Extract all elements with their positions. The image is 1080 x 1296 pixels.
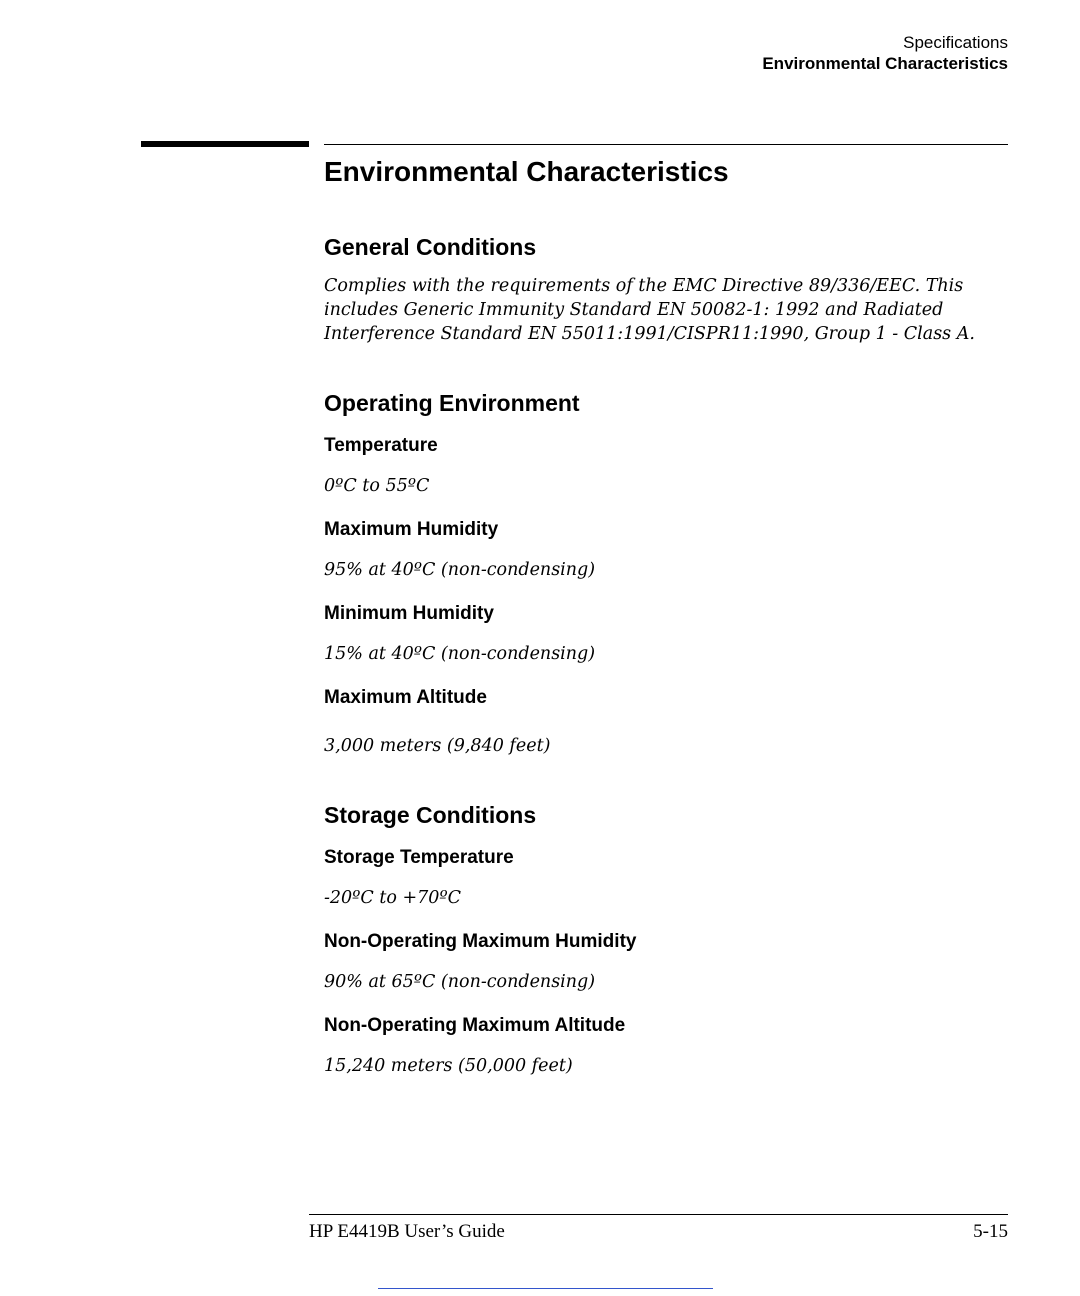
- running-header: [762, 32, 1008, 74]
- non-op-altitude-value: 15,240 meters (50,000 feet): [324, 1056, 573, 1076]
- min-humidity-value: 15% at 40ºC (non-condensing): [324, 644, 596, 664]
- footer-rule: [309, 1214, 1008, 1215]
- non-op-humidity-value: 90% at 65ºC (non-condensing): [324, 972, 596, 992]
- storage-conditions-heading: Storage Conditions: [324, 802, 537, 828]
- max-humidity-label: Maximum Humidity: [324, 519, 499, 540]
- page-content: [324, 152, 1014, 1078]
- header-chapter: Specifications: [903, 33, 1008, 52]
- non-op-humidity-label: Non-Operating Maximum Humidity: [324, 931, 637, 952]
- general-line-2: includes Generic Immunity Standard EN 50082-1: 1992 and Radiated: [324, 300, 944, 320]
- max-altitude-value: 3,000 meters (9,840 feet): [324, 736, 551, 756]
- non-op-altitude-label: Non-Operating Maximum Altitude: [324, 1015, 626, 1036]
- storage-temperature-value: -20ºC to +70ºC: [324, 888, 462, 908]
- temperature-label: Temperature: [324, 435, 438, 456]
- page-title: Environmental Characteristics: [324, 156, 729, 187]
- operating-environment-heading: Operating Environment: [324, 390, 580, 416]
- general-conditions-text: [324, 274, 1014, 346]
- footer-guide-title: HP E4419B User’s Guide: [309, 1221, 505, 1242]
- general-line-1: Complies with the requirements of the EMC Directive 89/336/EEC. This: [324, 276, 964, 296]
- bottom-link-underline[interactable]: [378, 1288, 713, 1289]
- header-section: Environmental Characteristics: [762, 54, 1008, 73]
- footer-page-number: 5-15: [973, 1221, 1008, 1242]
- temperature-value: 0ºC to 55ºC: [324, 476, 430, 496]
- storage-temperature-label: Storage Temperature: [324, 847, 514, 868]
- general-line-3: Interference Standard EN 55011:1991/CISPR11:1990, Group 1 - Class A.: [324, 324, 975, 344]
- general-conditions-heading: General Conditions: [324, 234, 537, 260]
- section-rule-thick: [141, 141, 309, 147]
- min-humidity-label: Minimum Humidity: [324, 603, 494, 624]
- section-rule-thin: [324, 144, 1008, 145]
- max-altitude-label: Maximum Altitude: [324, 687, 487, 708]
- max-humidity-value: 95% at 40ºC (non-condensing): [324, 560, 596, 580]
